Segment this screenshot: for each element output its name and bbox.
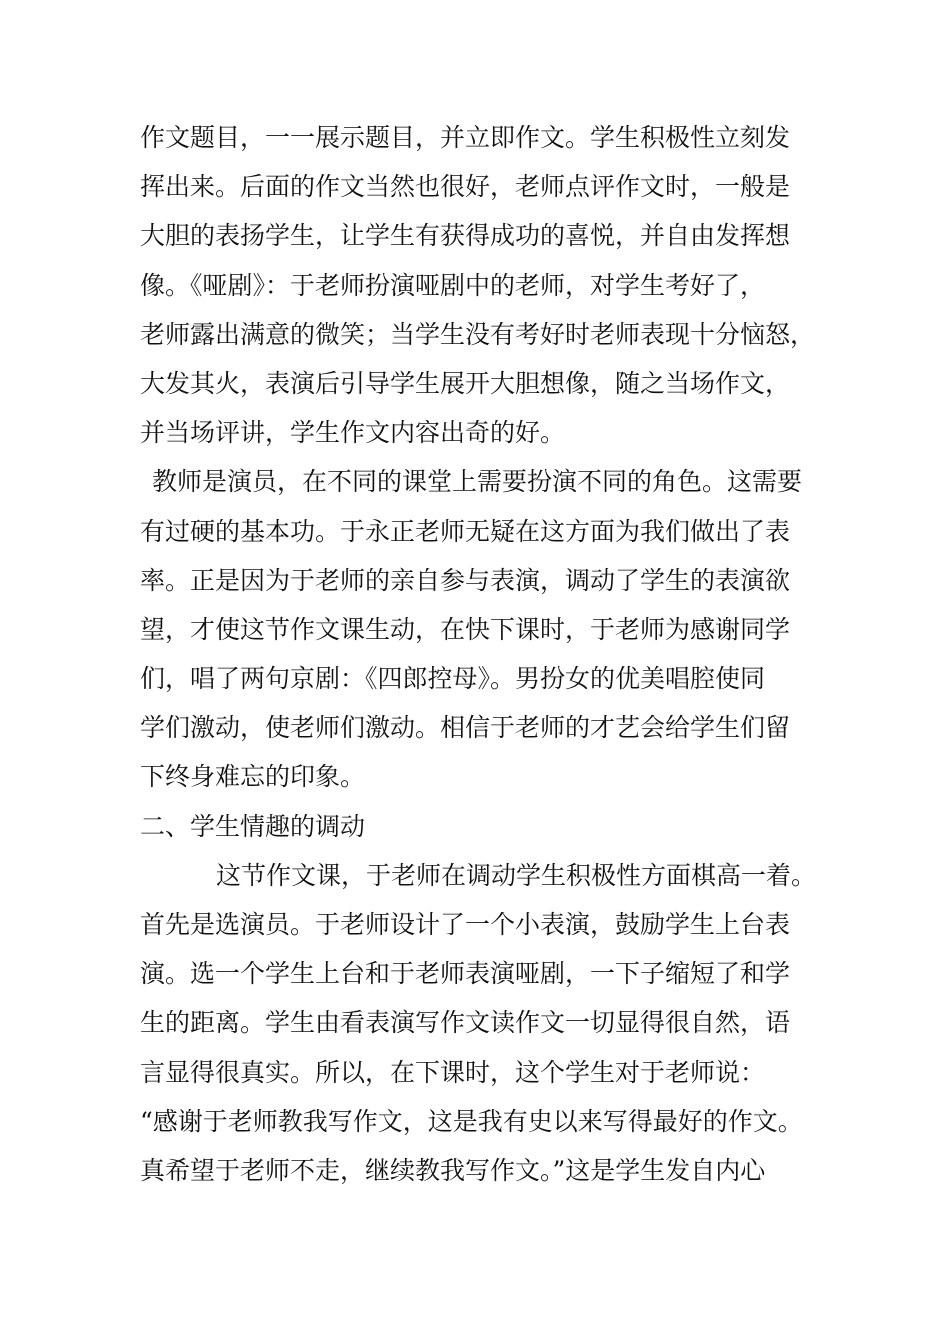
text-line: 言显得很真实。所以，在下课时，这个学生对于老师说： [140, 1057, 766, 1087]
paragraph-start-line: 这节作文课，于老师在调动学生积极性方面棋高一着。 [216, 860, 817, 890]
text-line: 大发其火，表演后引导学生展开大胆想像，随之当场作文， [140, 368, 791, 398]
text-line: 作文题目，一一展示题目，并立即作文。学生积极性立刻发 [140, 123, 791, 152]
text-line: 大胆的表扬学生，让学生有获得成功的喜悦，并自由发挥想 [140, 221, 791, 251]
body-text [140, 113, 830, 1195]
text-line: 并当场评讲，学生作文内容出奇的好。 [140, 418, 566, 448]
text-line: 率。正是因为于老师的亲自参与表演，调动了学生的表演欲 [140, 565, 791, 595]
text-line: 像。《哑剧》：于老师扮演哑剧中的老师，对学生考好了， [140, 270, 766, 300]
text-line: 老师露出满意的微笑；当学生没有考好时老师表现十分恼怒， [140, 319, 816, 349]
text-line: “感谢于老师教我写作文，这是我有史以来写得最好的作文。 [140, 1106, 803, 1136]
text-line: 下终身难忘的印象。 [140, 762, 366, 792]
text-line: 真希望于老师不走，继续教我写作文。”这是学生发自内心 [140, 1155, 766, 1185]
text-line: 有过硬的基本功。于永正老师无疑在这方面为我们做出了表 [140, 516, 791, 546]
section-heading: 二、学生情趣的调动 [140, 811, 366, 841]
text-line: 学们激动，使老师们激动。相信于老师的才艺会给学生们留 [140, 713, 791, 743]
text-line: 演。选一个学生上台和于老师表演哑剧，一下子缩短了和学 [140, 959, 791, 989]
text-line: 们，唱了两句京剧：《四郎控母》。男扮女的优美唱腔使同 [140, 664, 766, 694]
text-line: 挥出来。后面的作文当然也很好，老师点评作文时，一般是 [140, 172, 791, 202]
paragraph-start-line: 教师是演员，在不同的课堂上需要扮演不同的角色。这需要 [152, 467, 803, 497]
text-line: 首先是选演员。于老师设计了一个小表演，鼓励学生上台表 [140, 910, 791, 939]
text-line: 望，才使这节作文课生动，在快下课时，于老师为感谢同学 [140, 614, 791, 644]
text-line: 生的距离。学生由看表演写作文读作文一切显得很自然，语 [140, 1008, 791, 1038]
